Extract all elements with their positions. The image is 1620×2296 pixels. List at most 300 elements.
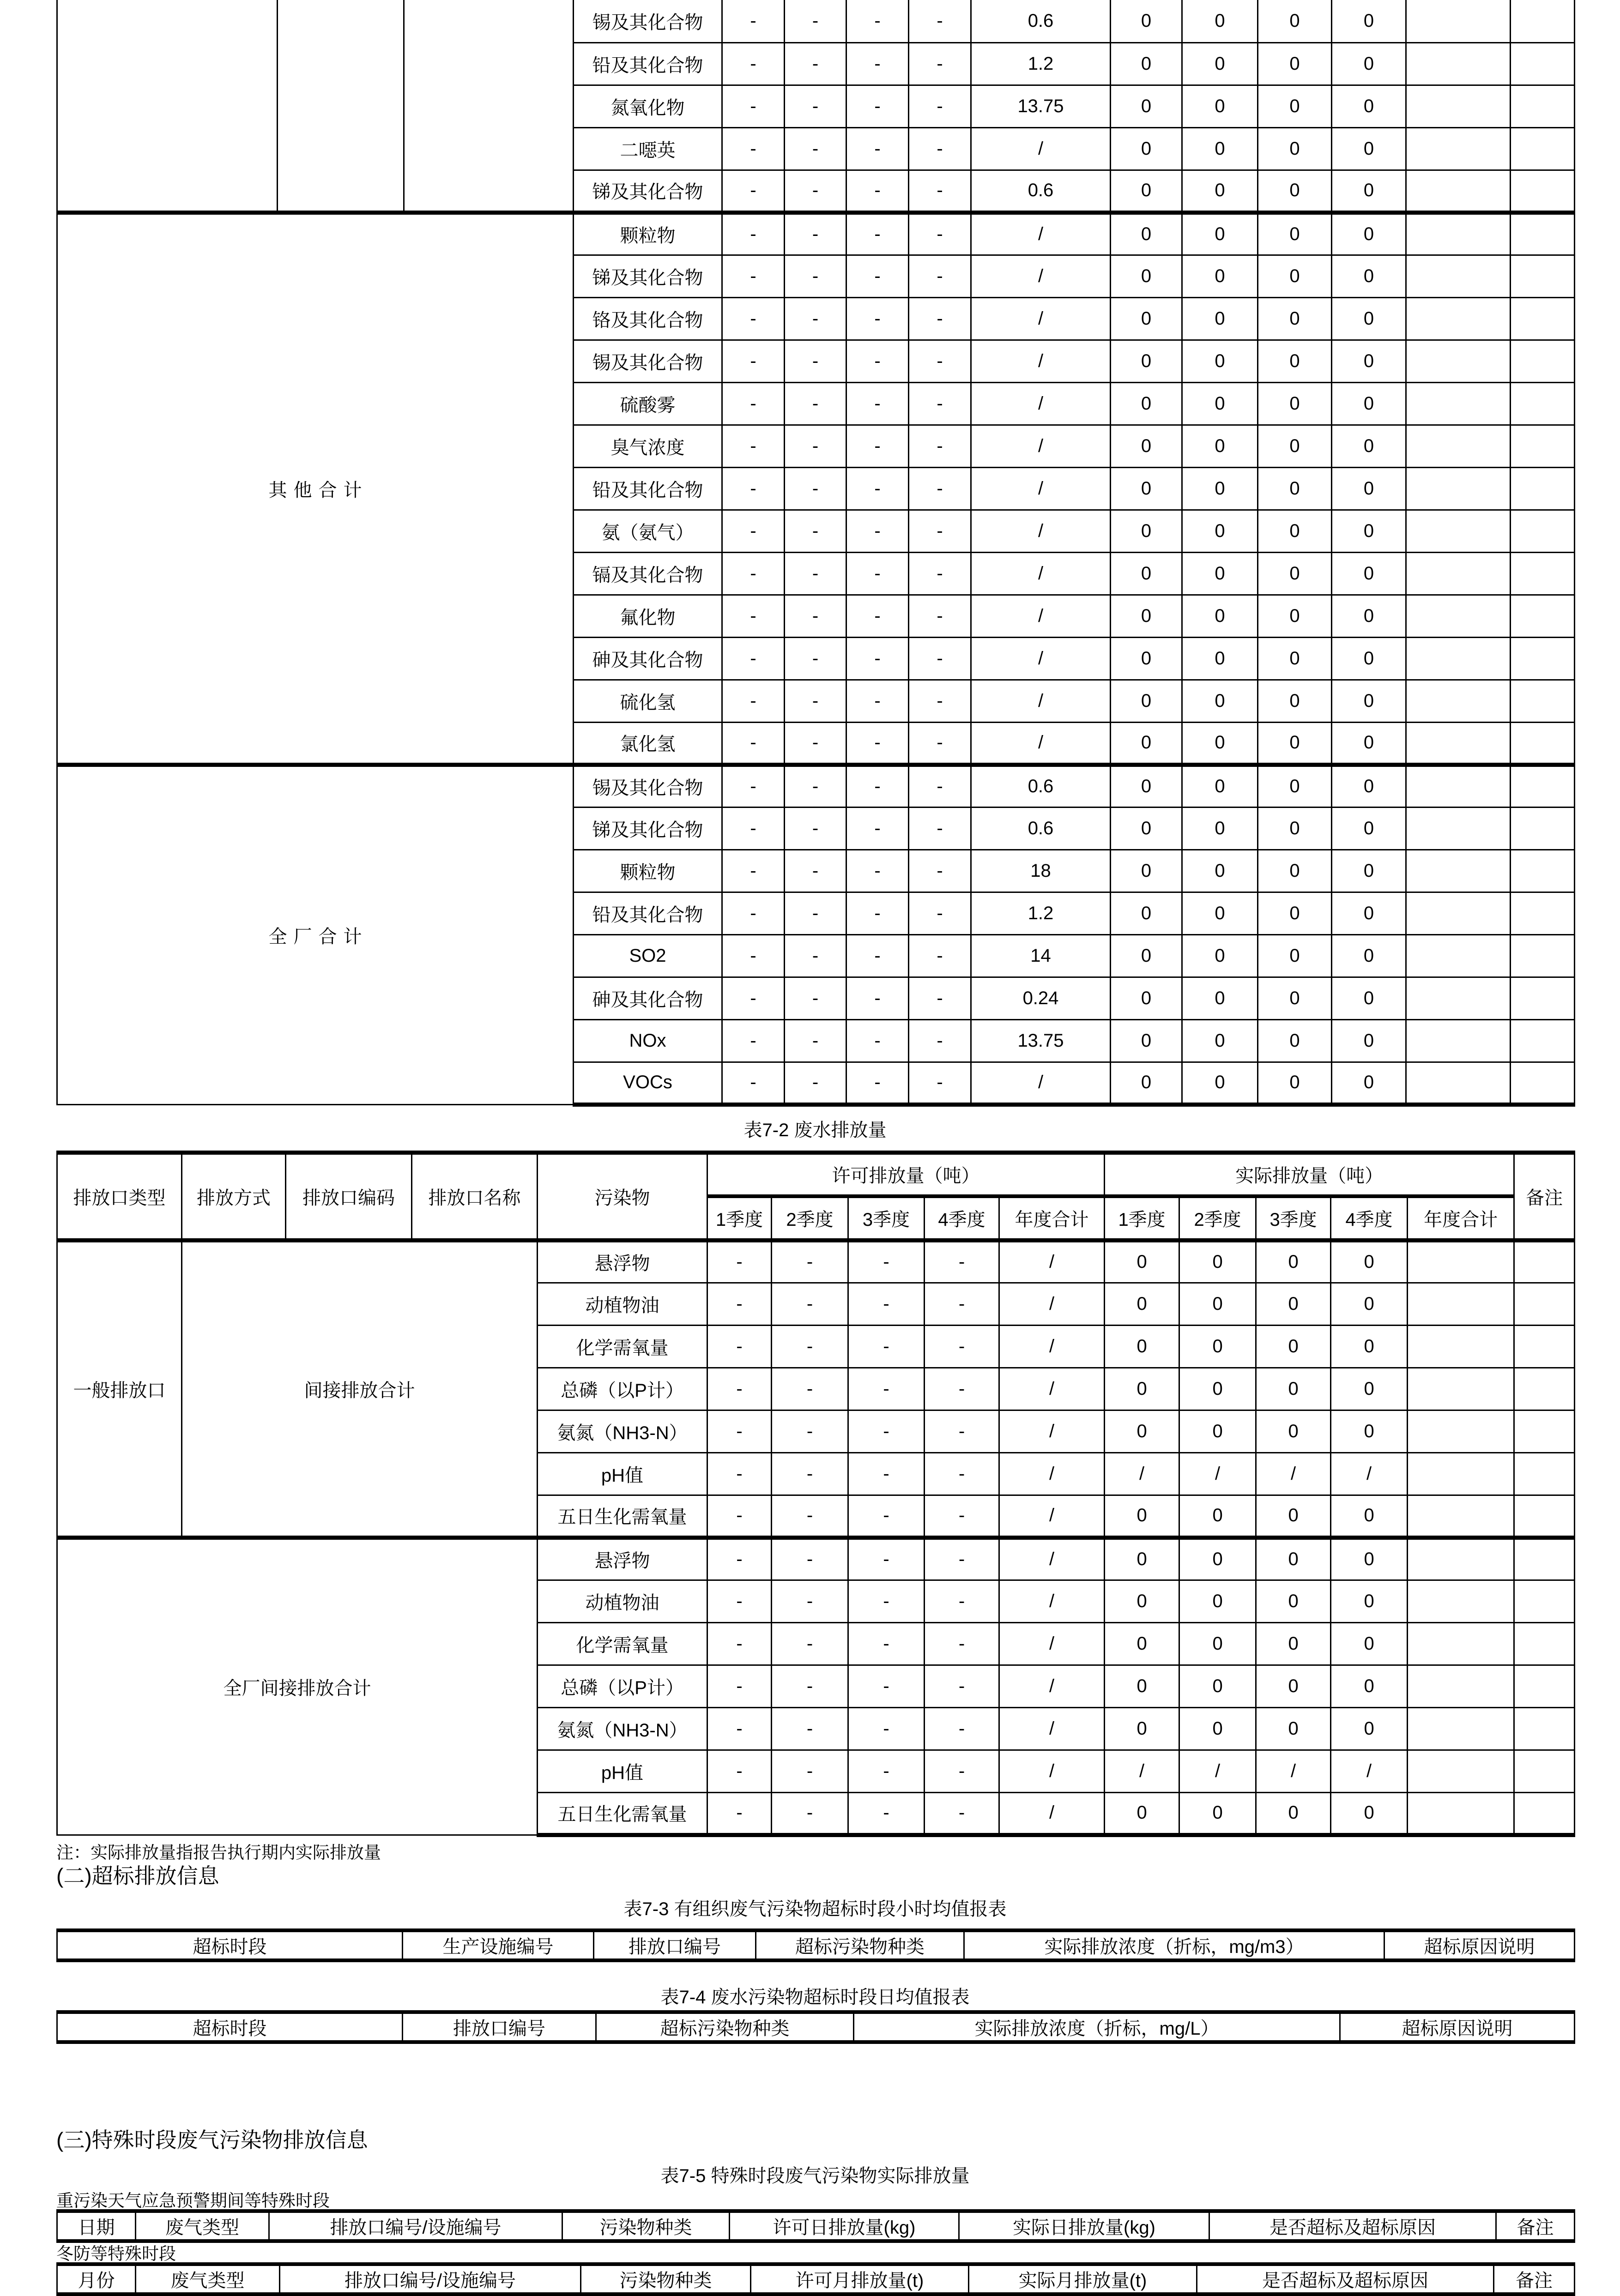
header-q1-licensed: 1季度 — [707, 1196, 772, 1240]
actual-q1-cell: 0 — [1111, 977, 1182, 1019]
actual-q1-cell: 0 — [1111, 850, 1182, 892]
licensed-annual-total-cell: / — [999, 1452, 1105, 1495]
actual-q4-cell: 0 — [1331, 1580, 1408, 1622]
section3-heading: (三)特殊时段废气污染物排放信息 — [56, 2127, 368, 2152]
actual-q4-cell: / — [1331, 1452, 1408, 1495]
licensed-q2-cell: - — [785, 510, 846, 552]
licensed-q1-cell: - — [722, 977, 785, 1019]
actual-q4-cell: 0 — [1332, 934, 1406, 977]
actual-annual-total-cell — [1408, 1495, 1514, 1537]
licensed-annual-total-cell: / — [971, 255, 1111, 297]
licensed-q4-cell: - — [925, 1622, 999, 1665]
licensed-annual-total-cell: / — [999, 1750, 1105, 1792]
wastewater-table-row — [57, 1240, 1575, 1283]
pollutant-name-cell: NOx — [574, 1019, 722, 1062]
actual-q2-cell: 0 — [1182, 85, 1258, 127]
actual-q3-cell: 0 — [1258, 934, 1332, 977]
actual-q1-cell: 0 — [1111, 892, 1182, 934]
licensed-q1-cell: - — [722, 0, 785, 42]
actual-q1-cell: 0 — [1111, 42, 1182, 85]
remark-cell — [1511, 595, 1575, 637]
pollutant-name-cell: 镉及其化合物 — [574, 552, 722, 595]
remark-cell — [1511, 680, 1575, 722]
licensed-q3-cell: - — [846, 170, 909, 212]
licensed-annual-total-cell: / — [971, 127, 1111, 170]
licensed-q3-cell: - — [848, 1240, 925, 1283]
waste-gas-emission-table — [56, 0, 1575, 1107]
pollutant-name-cell: 臭气浓度 — [574, 425, 722, 467]
licensed-q1-cell: - — [722, 552, 785, 595]
licensed-annual-total-cell: / — [971, 595, 1111, 637]
licensed-q4-cell: - — [909, 722, 971, 765]
licensed-annual-total-cell: / — [999, 1580, 1105, 1622]
licensed-q4-cell: - — [925, 1283, 999, 1325]
licensed-q2-cell: - — [785, 425, 846, 467]
header-pollutant: 污染物 — [538, 1152, 707, 1240]
licensed-q1-cell: - — [707, 1750, 772, 1792]
licensed-q4-cell: - — [909, 1062, 971, 1104]
licensed-q4-cell: - — [909, 680, 971, 722]
actual-q4-cell: 0 — [1332, 892, 1406, 934]
licensed-q1-cell: - — [722, 892, 785, 934]
pollutant-name-cell: 锑及其化合物 — [574, 807, 722, 850]
licensed-q4-cell: - — [909, 85, 971, 127]
actual-q2-cell: 0 — [1182, 0, 1258, 42]
actual-q3-cell: 0 — [1256, 1792, 1331, 1835]
header-month: 月份 — [57, 2264, 136, 2294]
actual-q1-cell: 0 — [1105, 1537, 1179, 1580]
remark-cell — [1511, 807, 1575, 850]
actual-annual-total-cell — [1406, 1019, 1511, 1062]
licensed-q2-cell: - — [785, 42, 846, 85]
remark-cell — [1514, 1750, 1575, 1792]
licensed-q2-cell: - — [785, 637, 846, 680]
actual-q2-cell: 0 — [1182, 467, 1258, 510]
licensed-q2-cell: - — [772, 1665, 848, 1707]
licensed-q3-cell: - — [848, 1495, 925, 1537]
licensed-q4-cell: - — [925, 1580, 999, 1622]
licensed-q1-cell: - — [722, 170, 785, 212]
actual-annual-total-cell — [1408, 1240, 1514, 1283]
actual-q1-cell: 0 — [1111, 170, 1182, 212]
remark-cell — [1511, 934, 1575, 977]
licensed-q2-cell: - — [772, 1325, 848, 1368]
pollutant-name-cell: 锡及其化合物 — [574, 0, 722, 42]
actual-q2-cell: 0 — [1182, 637, 1258, 680]
licensed-q4-cell: - — [909, 892, 971, 934]
licensed-q1-cell: - — [722, 340, 785, 382]
pollutant-name-cell: pH值 — [538, 1750, 707, 1792]
actual-annual-total-cell — [1406, 425, 1511, 467]
actual-q4-cell: 0 — [1331, 1410, 1408, 1452]
licensed-q1-cell: - — [722, 127, 785, 170]
actual-annual-total-cell — [1406, 934, 1511, 977]
licensed-q4-cell: - — [909, 510, 971, 552]
licensed-q3-cell: - — [848, 1452, 925, 1495]
actual-q1-cell: 0 — [1105, 1792, 1179, 1835]
actual-q3-cell: 0 — [1256, 1707, 1331, 1750]
licensed-q2-cell: - — [785, 765, 846, 807]
licensed-annual-total-cell: / — [971, 382, 1111, 425]
licensed-q2-cell: - — [772, 1410, 848, 1452]
header-exceed-period: 超标时段 — [57, 2012, 403, 2042]
actual-q2-cell: 0 — [1182, 382, 1258, 425]
licensed-annual-total-cell: / — [971, 1062, 1111, 1104]
licensed-q2-cell: - — [785, 340, 846, 382]
actual-q2-cell: 0 — [1182, 170, 1258, 212]
actual-q4-cell: 0 — [1332, 297, 1406, 340]
actual-q3-cell: 0 — [1258, 552, 1332, 595]
licensed-q4-cell: - — [909, 382, 971, 425]
actual-q3-cell: 0 — [1258, 1019, 1332, 1062]
gas-exceedance-table — [56, 1928, 1575, 1962]
header-actual-concentration-mgm3: 实际排放浓度（折标，mg/m3） — [964, 1930, 1384, 1960]
actual-q4-cell: 0 — [1331, 1665, 1408, 1707]
actual-annual-total-cell — [1406, 255, 1511, 297]
actual-annual-total-cell — [1406, 467, 1511, 510]
actual-q2-cell: 0 — [1179, 1283, 1256, 1325]
remark-cell — [1511, 340, 1575, 382]
header-exceed-period: 超标时段 — [57, 1930, 403, 1960]
licensed-q1-cell: - — [722, 722, 785, 765]
wastewater-table-row — [57, 1537, 1575, 1580]
actual-q2-cell: 0 — [1182, 127, 1258, 170]
actual-q2-cell: 0 — [1182, 212, 1258, 255]
licensed-q4-cell: - — [909, 170, 971, 212]
actual-q1-cell: 0 — [1111, 934, 1182, 977]
actual-q3-cell: 0 — [1256, 1537, 1331, 1580]
actual-q2-cell: 0 — [1182, 1019, 1258, 1062]
gas-table-row — [57, 0, 1575, 42]
actual-q1-cell: 0 — [1111, 595, 1182, 637]
header-licensed-amount: 许可排放量（吨） — [707, 1152, 1105, 1196]
actual-q3-cell: 0 — [1258, 850, 1332, 892]
pollutant-name-cell: 化学需氧量 — [538, 1622, 707, 1665]
pollutant-name-cell: 铅及其化合物 — [574, 467, 722, 510]
licensed-annual-total-cell: / — [971, 680, 1111, 722]
actual-q2-cell: 0 — [1182, 680, 1258, 722]
actual-annual-total-cell — [1406, 0, 1511, 42]
actual-q2-cell: 0 — [1179, 1325, 1256, 1368]
header-licensed-monthly-t: 许可月排放量(t) — [751, 2264, 969, 2294]
licensed-q4-cell: - — [909, 340, 971, 382]
header-exceed-reason: 超标原因说明 — [1340, 2012, 1575, 2042]
actual-q3-cell: 0 — [1258, 977, 1332, 1019]
actual-q4-cell: 0 — [1332, 1062, 1406, 1104]
licensed-q3-cell: - — [846, 1019, 909, 1062]
remark-cell — [1514, 1495, 1575, 1537]
actual-annual-total-cell — [1408, 1410, 1514, 1452]
actual-q4-cell: 0 — [1332, 0, 1406, 42]
actual-q2-cell: 0 — [1182, 977, 1258, 1019]
licensed-q3-cell: - — [846, 42, 909, 85]
header-q2-actual: 2季度 — [1179, 1196, 1256, 1240]
licensed-q4-cell: - — [909, 552, 971, 595]
header-gas-type: 废气类型 — [136, 2211, 269, 2241]
actual-q3-cell: 0 — [1258, 297, 1332, 340]
licensed-q4-cell: - — [925, 1495, 999, 1537]
licensed-q1-cell: - — [707, 1537, 772, 1580]
actual-q2-cell: 0 — [1182, 892, 1258, 934]
actual-q4-cell: 0 — [1332, 637, 1406, 680]
licensed-q1-cell: - — [707, 1622, 772, 1665]
pollutant-name-cell: 化学需氧量 — [538, 1325, 707, 1368]
actual-q1-cell: 0 — [1105, 1368, 1179, 1410]
actual-q3-cell: 0 — [1256, 1410, 1331, 1452]
header-exceed-and-reason: 是否超标及超标原因 — [1209, 2211, 1496, 2241]
header-remark: 备注 — [1494, 2264, 1575, 2294]
actual-q2-cell: 0 — [1179, 1707, 1256, 1750]
actual-q1-cell: 0 — [1111, 425, 1182, 467]
actual-q4-cell: 0 — [1332, 765, 1406, 807]
actual-annual-total-cell — [1408, 1665, 1514, 1707]
licensed-annual-total-cell: / — [999, 1537, 1105, 1580]
actual-q2-cell: 0 — [1182, 425, 1258, 467]
licensed-annual-total-cell: / — [999, 1665, 1105, 1707]
licensed-annual-total-cell: / — [971, 297, 1111, 340]
licensed-annual-total-cell: / — [971, 467, 1111, 510]
licensed-q2-cell: - — [785, 297, 846, 340]
pollutant-name-cell: 硫酸雾 — [574, 382, 722, 425]
actual-annual-total-cell — [1408, 1622, 1514, 1665]
actual-annual-total-cell — [1406, 637, 1511, 680]
remark-cell — [1514, 1792, 1575, 1835]
licensed-q1-cell: - — [722, 42, 785, 85]
licensed-q3-cell: - — [846, 1062, 909, 1104]
actual-annual-total-cell — [1406, 127, 1511, 170]
header-outlet-facility-id: 排放口编号/设施编号 — [280, 2264, 581, 2294]
licensed-q4-cell: - — [925, 1707, 999, 1750]
licensed-q4-cell: - — [925, 1452, 999, 1495]
remark-cell — [1514, 1240, 1575, 1283]
remark-cell — [1514, 1452, 1575, 1495]
actual-q3-cell: 0 — [1258, 255, 1332, 297]
licensed-q3-cell: - — [846, 212, 909, 255]
report-page — [56, 0, 1574, 2296]
pollutant-name-cell: 砷及其化合物 — [574, 977, 722, 1019]
licensed-annual-total-cell: / — [971, 340, 1111, 382]
actual-q4-cell: 0 — [1331, 1537, 1408, 1580]
licensed-q3-cell: - — [848, 1580, 925, 1622]
licensed-q2-cell: - — [772, 1452, 848, 1495]
actual-q3-cell: 0 — [1258, 637, 1332, 680]
licensed-q4-cell: - — [909, 127, 971, 170]
actual-emission-note: 注：实际排放量指报告执行期内实际排放量 — [56, 1843, 381, 1862]
remark-cell — [1511, 127, 1575, 170]
actual-q2-cell: 0 — [1179, 1622, 1256, 1665]
remark-cell — [1514, 1665, 1575, 1707]
pollutant-name-cell: 总磷（以P计） — [538, 1368, 707, 1410]
actual-annual-total-cell — [1406, 382, 1511, 425]
actual-q1-cell: 0 — [1111, 552, 1182, 595]
actual-annual-total-cell — [1406, 680, 1511, 722]
actual-annual-total-cell — [1408, 1580, 1514, 1622]
actual-annual-total-cell — [1406, 807, 1511, 850]
actual-q2-cell: 0 — [1179, 1368, 1256, 1410]
actual-q3-cell: 0 — [1258, 127, 1332, 170]
licensed-q3-cell: - — [846, 340, 909, 382]
actual-q4-cell: 0 — [1332, 85, 1406, 127]
header-gas-type: 废气类型 — [136, 2264, 280, 2294]
pollutant-name-cell: 动植物油 — [538, 1283, 707, 1325]
discharge-mode-continuation-cell — [278, 0, 404, 212]
actual-q1-cell: 0 — [1111, 722, 1182, 765]
actual-q3-cell: / — [1256, 1452, 1331, 1495]
remark-cell — [1514, 1410, 1575, 1452]
outlet-id-continuation-cell — [404, 0, 574, 212]
actual-q4-cell: 0 — [1331, 1283, 1408, 1325]
actual-q2-cell: 0 — [1182, 934, 1258, 977]
pollutant-name-cell: VOCs — [574, 1062, 722, 1104]
licensed-q2-cell: - — [785, 85, 846, 127]
licensed-q1-cell: - — [722, 85, 785, 127]
licensed-q3-cell: - — [846, 850, 909, 892]
licensed-q1-cell: - — [722, 595, 785, 637]
actual-annual-total-cell — [1406, 552, 1511, 595]
licensed-q3-cell: - — [848, 1537, 925, 1580]
actual-annual-total-cell — [1408, 1537, 1514, 1580]
actual-q3-cell: 0 — [1258, 595, 1332, 637]
pollutant-name-cell: 颗粒物 — [574, 212, 722, 255]
licensed-q4-cell: - — [909, 297, 971, 340]
actual-q3-cell: 0 — [1258, 892, 1332, 934]
licensed-q2-cell: - — [785, 0, 846, 42]
actual-q4-cell: 0 — [1332, 680, 1406, 722]
actual-q1-cell: 0 — [1111, 680, 1182, 722]
actual-q3-cell: 0 — [1258, 340, 1332, 382]
actual-annual-total-cell — [1408, 1452, 1514, 1495]
licensed-q4-cell: - — [925, 1750, 999, 1792]
remark-cell — [1511, 467, 1575, 510]
licensed-q2-cell: - — [785, 552, 846, 595]
special-period-monthly-table — [56, 2262, 1575, 2296]
licensed-q1-cell: - — [707, 1325, 772, 1368]
actual-q1-cell: 0 — [1111, 340, 1182, 382]
actual-q2-cell: 0 — [1182, 297, 1258, 340]
actual-q4-cell: 0 — [1332, 552, 1406, 595]
actual-q3-cell: 0 — [1256, 1368, 1331, 1410]
pollutant-name-cell: 氟化物 — [574, 595, 722, 637]
licensed-q4-cell: - — [909, 255, 971, 297]
licensed-q4-cell: - — [925, 1537, 999, 1580]
licensed-q1-cell: - — [722, 297, 785, 340]
licensed-annual-total-cell: / — [999, 1325, 1105, 1368]
remark-cell — [1511, 297, 1575, 340]
actual-q4-cell: 0 — [1332, 722, 1406, 765]
header-exceed-pollutant-type: 超标污染物种类 — [756, 1930, 964, 1960]
licensed-q3-cell: - — [848, 1665, 925, 1707]
actual-q3-cell: 0 — [1256, 1240, 1331, 1283]
licensed-q2-cell: - — [772, 1750, 848, 1792]
actual-q4-cell: 0 — [1332, 595, 1406, 637]
actual-q1-cell: 0 — [1111, 637, 1182, 680]
actual-q2-cell: 0 — [1182, 255, 1258, 297]
pollutant-name-cell: 二噁英 — [574, 127, 722, 170]
pollutant-name-cell: 锡及其化合物 — [574, 765, 722, 807]
licensed-q1-cell: - — [707, 1707, 772, 1750]
licensed-q2-cell: - — [785, 1019, 846, 1062]
remark-cell — [1511, 1019, 1575, 1062]
header-exceed-and-reason: 是否超标及超标原因 — [1197, 2264, 1494, 2294]
actual-q2-cell: 0 — [1179, 1495, 1256, 1537]
licensed-q1-cell: - — [722, 680, 785, 722]
remark-cell — [1511, 255, 1575, 297]
licensed-q1-cell: - — [722, 510, 785, 552]
actual-q1-cell: 0 — [1111, 212, 1182, 255]
licensed-q3-cell: - — [846, 552, 909, 595]
actual-annual-total-cell — [1406, 42, 1511, 85]
table5-caption: 表7-5 特殊时段废气污染物实际排放量 — [660, 2166, 970, 2186]
gas-table-row — [57, 765, 1575, 807]
actual-q1-cell: 0 — [1105, 1665, 1179, 1707]
licensed-q1-cell: - — [707, 1283, 772, 1325]
licensed-q3-cell: - — [848, 1707, 925, 1750]
group-label-cell: 全厂间接排放合计 — [57, 1537, 538, 1835]
remark-cell — [1511, 552, 1575, 595]
remark-cell — [1511, 977, 1575, 1019]
remark-cell — [1511, 722, 1575, 765]
winter-period-label: 冬防等特殊时段 — [56, 2244, 176, 2263]
licensed-q2-cell: - — [772, 1622, 848, 1665]
remark-cell — [1514, 1707, 1575, 1750]
pollutant-name-cell: 氨氮（NH3-N） — [538, 1410, 707, 1452]
licensed-annual-total-cell: / — [971, 212, 1111, 255]
licensed-q3-cell: - — [848, 1283, 925, 1325]
licensed-q2-cell: - — [772, 1240, 848, 1283]
remark-cell — [1514, 1283, 1575, 1325]
header-outlet-id: 排放口编号 — [594, 1930, 756, 1960]
actual-q3-cell: 0 — [1258, 765, 1332, 807]
actual-q2-cell: 0 — [1182, 340, 1258, 382]
actual-q3-cell: 0 — [1258, 467, 1332, 510]
actual-annual-total-cell — [1406, 340, 1511, 382]
actual-q1-cell: 0 — [1111, 765, 1182, 807]
header-q4-licensed: 4季度 — [925, 1196, 999, 1240]
licensed-q2-cell: - — [785, 1062, 846, 1104]
actual-annual-total-cell — [1406, 510, 1511, 552]
licensed-q1-cell: - — [722, 425, 785, 467]
actual-annual-total-cell — [1406, 1062, 1511, 1104]
licensed-annual-total-cell: / — [999, 1792, 1105, 1835]
header-outlet-type: 排放口类型 — [57, 1152, 182, 1240]
licensed-annual-total-cell: 0.6 — [971, 0, 1111, 42]
licensed-q1-cell: - — [707, 1410, 772, 1452]
licensed-q3-cell: - — [846, 297, 909, 340]
licensed-q2-cell: - — [772, 1537, 848, 1580]
header-pollutant-type: 污染物种类 — [581, 2264, 751, 2294]
licensed-q2-cell: - — [785, 892, 846, 934]
actual-q4-cell: 0 — [1332, 42, 1406, 85]
actual-annual-total-cell — [1406, 85, 1511, 127]
licensed-q3-cell: - — [846, 977, 909, 1019]
actual-q4-cell: 0 — [1332, 255, 1406, 297]
licensed-q1-cell: - — [707, 1792, 772, 1835]
licensed-q2-cell: - — [772, 1792, 848, 1835]
licensed-annual-total-cell: / — [971, 552, 1111, 595]
actual-q4-cell: 0 — [1332, 425, 1406, 467]
licensed-annual-total-cell: / — [971, 425, 1111, 467]
actual-q3-cell: 0 — [1258, 807, 1332, 850]
pollutant-name-cell: 铅及其化合物 — [574, 42, 722, 85]
actual-q3-cell: 0 — [1258, 85, 1332, 127]
licensed-q3-cell: - — [846, 892, 909, 934]
licensed-q1-cell: - — [722, 467, 785, 510]
licensed-annual-total-cell: 1.2 — [971, 892, 1111, 934]
licensed-q4-cell: - — [925, 1240, 999, 1283]
table2-caption: 表7-2 废水排放量 — [744, 1120, 887, 1140]
actual-q4-cell: / — [1331, 1750, 1408, 1792]
actual-q3-cell: 0 — [1258, 510, 1332, 552]
